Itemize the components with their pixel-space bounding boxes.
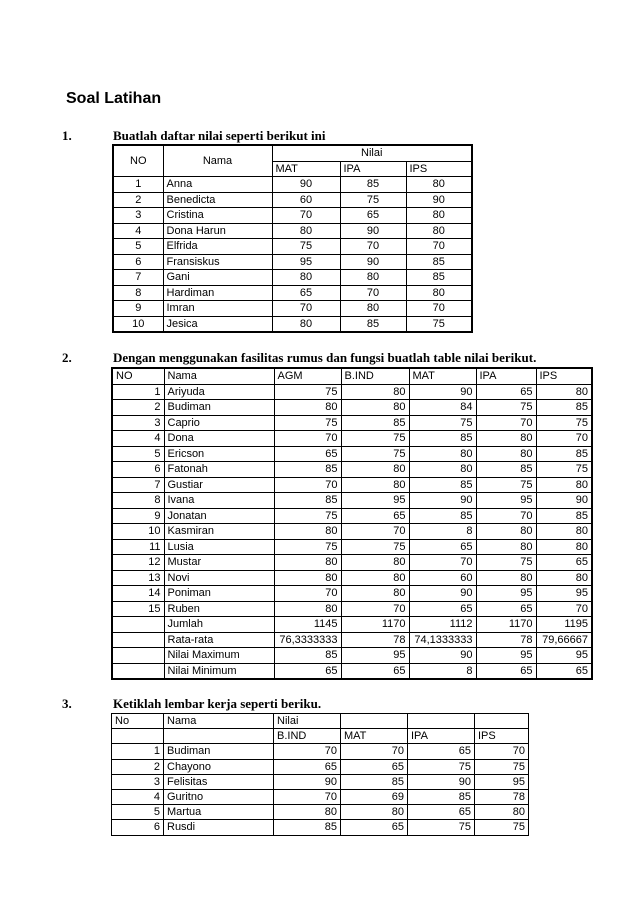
cell-ips: 70: [475, 744, 529, 759]
cell-ipa: 78: [476, 632, 536, 648]
summary-row: [112, 663, 592, 679]
table-row: [112, 789, 529, 804]
cell-nama: Ivana: [164, 493, 274, 509]
summary-label: Rata-rata: [164, 632, 274, 648]
cell-nama: Mustar: [164, 555, 274, 571]
cell-nama: Budiman: [164, 400, 274, 416]
cell-nama: Poniman: [164, 586, 274, 602]
cell-ipa: 65: [408, 744, 475, 759]
cell-agm: 65: [274, 663, 341, 679]
cell-no: 8: [113, 285, 163, 301]
cell-nama: Fransiskus: [163, 254, 272, 270]
cell-nama: Ericson: [164, 446, 274, 462]
cell-ips: 70: [406, 301, 472, 317]
cell-ips: 85: [406, 254, 472, 270]
cell-no: 5: [112, 446, 164, 462]
cell-ips: 79,66667: [536, 632, 592, 648]
table-row: [113, 239, 472, 255]
cell-mat: 65: [272, 285, 340, 301]
cell-mat: 90: [272, 177, 340, 193]
header-ipa: IPA: [340, 161, 406, 177]
table-row: [112, 446, 592, 462]
cell-nama: Anna: [163, 177, 272, 193]
cell-agm: 75: [274, 508, 341, 524]
cell-mat: 65: [341, 759, 408, 774]
cell-ips: 70: [536, 431, 592, 447]
cell-nama: Jonatan: [164, 508, 274, 524]
cell-no: 4: [112, 789, 164, 804]
cell-ipa: 75: [408, 820, 475, 835]
cell-mat: 60: [272, 192, 340, 208]
question-2-text: Dengan menggunakan fasilitas rumus dan fungsi buatlah table nilai berikut.: [113, 350, 537, 365]
cell-ipa: 90: [408, 774, 475, 789]
cell-mat: 74,1333333: [409, 632, 476, 648]
table-row: [113, 254, 472, 270]
cell-bind: 70: [274, 789, 341, 804]
cell-mat: 65: [341, 820, 408, 835]
cell-ips: 80: [406, 223, 472, 239]
cell-ips: 95: [536, 586, 592, 602]
cell-no: 10: [113, 316, 163, 332]
cell-ipa: 80: [340, 301, 406, 317]
cell-nama: Dona Harun: [163, 223, 272, 239]
cell-nama: Rusdi: [164, 820, 274, 835]
cell-agm: 85: [274, 493, 341, 509]
cell-bind: 70: [341, 524, 409, 540]
cell-bind: 95: [341, 648, 409, 664]
cell-bind: 1170: [341, 617, 409, 633]
cell-bind: 70: [274, 744, 341, 759]
cell-ipa: 85: [408, 789, 475, 804]
header-ips: IPS: [536, 368, 592, 384]
table-row: [112, 539, 592, 555]
cell-no: 6: [113, 254, 163, 270]
cell-ipa: 80: [476, 431, 536, 447]
table-row: [112, 774, 529, 789]
table-row: [112, 431, 592, 447]
cell-no: 7: [112, 477, 164, 493]
cell-bind: 80: [341, 477, 409, 493]
cell-mat: 70: [409, 555, 476, 571]
cell-ipa: 85: [476, 462, 536, 478]
cell-ipa: 65: [340, 208, 406, 224]
cell-ipa: 80: [476, 524, 536, 540]
cell-ips: 70: [536, 601, 592, 617]
cell-ipa: 65: [476, 663, 536, 679]
table-row: [113, 223, 472, 239]
cell-bind: 70: [341, 601, 409, 617]
cell-bind: 80: [341, 555, 409, 571]
cell-ips: 80: [406, 208, 472, 224]
cell-agm: 1145: [274, 617, 341, 633]
table-row: [112, 805, 529, 820]
cell-agm: 75: [274, 415, 341, 431]
cell-agm: 75: [274, 384, 341, 400]
cell-ips: 85: [536, 508, 592, 524]
cell-nama: Caprio: [164, 415, 274, 431]
table-row: [113, 208, 472, 224]
cell-ips: 80: [406, 177, 472, 193]
cell-ips: 80: [536, 570, 592, 586]
empty-cell: [408, 714, 475, 729]
summary-label: Jumlah: [164, 617, 274, 633]
cell-mat: 75: [409, 415, 476, 431]
cell-mat: 80: [272, 270, 340, 286]
cell-ips: 80: [475, 805, 529, 820]
summary-row: [112, 648, 592, 664]
cell-ips: 70: [406, 239, 472, 255]
table-row: [113, 177, 472, 193]
cell-no: 4: [112, 431, 164, 447]
cell-ips: 80: [406, 285, 472, 301]
cell-mat: 95: [272, 254, 340, 270]
cell-ipa: 85: [340, 177, 406, 193]
cell-ips: 95: [536, 648, 592, 664]
cell-ipa: 95: [476, 648, 536, 664]
cell-bind: 80: [341, 586, 409, 602]
cell-no: 12: [112, 555, 164, 571]
cell-no: 2: [112, 400, 164, 416]
grade-table-3: [111, 713, 529, 836]
table-row: [112, 570, 592, 586]
cell-nama: Hardiman: [163, 285, 272, 301]
cell-mat: 75: [272, 239, 340, 255]
cell-no: 9: [112, 508, 164, 524]
cell-nama: Chayono: [164, 759, 274, 774]
cell-ips: 65: [536, 555, 592, 571]
cell-ipa: 85: [340, 316, 406, 332]
cell-mat: 80: [341, 805, 408, 820]
cell-mat: 90: [409, 648, 476, 664]
empty-cell: [475, 714, 529, 729]
cell-bind: 80: [341, 570, 409, 586]
cell-no: 6: [112, 820, 164, 835]
cell-ipa: 75: [340, 192, 406, 208]
cell-ips: 85: [536, 446, 592, 462]
cell-nama: Ariyuda: [164, 384, 274, 400]
cell-ipa: 70: [340, 239, 406, 255]
cell-bind: 65: [274, 759, 341, 774]
empty-cell: [341, 714, 408, 729]
cell-mat: 65: [409, 601, 476, 617]
cell-nama: Gani: [163, 270, 272, 286]
cell-ips: 80: [536, 384, 592, 400]
cell-no: 15: [112, 601, 164, 617]
cell-agm: 85: [274, 462, 341, 478]
cell-mat: 8: [409, 663, 476, 679]
cell-no: 8: [112, 493, 164, 509]
cell-ipa: 70: [340, 285, 406, 301]
cell-nama: Budiman: [164, 744, 274, 759]
cell-no: 1: [112, 744, 164, 759]
summary-label: Nilai Maximum: [164, 648, 274, 664]
cell-ipa: 65: [476, 601, 536, 617]
cell-ipa: 75: [476, 555, 536, 571]
cell-ipa: 80: [476, 539, 536, 555]
cell-nama: Martua: [164, 805, 274, 820]
cell-nama: Lusia: [164, 539, 274, 555]
cell-ipa: 70: [476, 415, 536, 431]
cell-nama: Gustiar: [164, 477, 274, 493]
cell-agm: 70: [274, 431, 341, 447]
cell-bind: 85: [341, 415, 409, 431]
table-row: [112, 415, 592, 431]
cell-mat: 70: [272, 208, 340, 224]
cell-no: 1: [112, 384, 164, 400]
cell-mat: 69: [341, 789, 408, 804]
table-row: [112, 400, 592, 416]
cell-nama: Felisitas: [164, 774, 274, 789]
cell-ipa: 95: [476, 493, 536, 509]
header-no: NO: [112, 368, 164, 384]
page-title: Soal Latihan: [66, 90, 162, 107]
header-mat: MAT: [341, 729, 408, 744]
cell-agm: 80: [274, 601, 341, 617]
question-2-number: 2.: [62, 350, 72, 365]
cell-bind: 65: [341, 508, 409, 524]
empty-cell: [112, 663, 164, 679]
empty-cell: [164, 729, 274, 744]
cell-agm: 80: [274, 555, 341, 571]
cell-no: 5: [113, 239, 163, 255]
cell-bind: 78: [341, 632, 409, 648]
cell-nama: Kasmiran: [164, 524, 274, 540]
grade-table-2: [111, 367, 593, 680]
cell-mat: 90: [409, 493, 476, 509]
cell-ipa: 75: [476, 477, 536, 493]
cell-ipa: 75: [408, 759, 475, 774]
table-row: [112, 524, 592, 540]
cell-nama: Imran: [163, 301, 272, 317]
header-nilai: Nilai: [272, 145, 472, 161]
cell-agm: 65: [274, 446, 341, 462]
header-no: No: [112, 714, 164, 729]
grade-table-1: [112, 144, 473, 333]
cell-ipa: 65: [408, 805, 475, 820]
cell-ipa: 80: [340, 270, 406, 286]
header-nama: Nama: [163, 145, 272, 177]
cell-no: 4: [113, 223, 163, 239]
empty-cell: [112, 617, 164, 633]
cell-bind: 75: [341, 446, 409, 462]
cell-ips: 75: [536, 462, 592, 478]
cell-no: 9: [113, 301, 163, 317]
header-ips: IPS: [475, 729, 529, 744]
header-bind: B.IND: [341, 368, 409, 384]
cell-ipa: 1170: [476, 617, 536, 633]
cell-no: 7: [113, 270, 163, 286]
cell-agm: 70: [274, 477, 341, 493]
header-mat: MAT: [272, 161, 340, 177]
cell-ips: 1195: [536, 617, 592, 633]
question-3-number: 3.: [62, 696, 72, 711]
table-row: [112, 462, 592, 478]
cell-no: 2: [113, 192, 163, 208]
cell-mat: 80: [272, 223, 340, 239]
cell-no: 3: [113, 208, 163, 224]
table-row: [112, 820, 529, 835]
header-bind: B.IND: [274, 729, 341, 744]
cell-bind: 80: [274, 805, 341, 820]
cell-no: 10: [112, 524, 164, 540]
header-nilai: Nilai: [274, 714, 341, 729]
table-row: [112, 384, 592, 400]
cell-ips: 78: [475, 789, 529, 804]
table-row: [112, 759, 529, 774]
cell-ips: 75: [475, 759, 529, 774]
cell-nama: Benedicta: [163, 192, 272, 208]
cell-agm: 80: [274, 524, 341, 540]
cell-mat: 90: [409, 586, 476, 602]
cell-no: 13: [112, 570, 164, 586]
header-nama: Nama: [164, 714, 274, 729]
cell-mat: 1112: [409, 617, 476, 633]
table-row: [112, 744, 529, 759]
cell-bind: 80: [341, 400, 409, 416]
cell-nama: Fatonah: [164, 462, 274, 478]
cell-mat: 85: [409, 431, 476, 447]
cell-ips: 75: [406, 316, 472, 332]
cell-mat: 70: [341, 744, 408, 759]
cell-no: 2: [112, 759, 164, 774]
cell-bind: 75: [341, 539, 409, 555]
cell-nama: Guritno: [164, 789, 274, 804]
header-ips: IPS: [406, 161, 472, 177]
cell-bind: 95: [341, 493, 409, 509]
cell-nama: Elfrida: [163, 239, 272, 255]
cell-mat: 65: [409, 539, 476, 555]
cell-bind: 85: [274, 820, 341, 835]
table-row: [113, 192, 472, 208]
question-1-number: 1.: [62, 128, 72, 143]
cell-no: 11: [112, 539, 164, 555]
cell-agm: 80: [274, 570, 341, 586]
table-row: [113, 285, 472, 301]
header-ipa: IPA: [408, 729, 475, 744]
table-row: [112, 493, 592, 509]
cell-nama: Novi: [164, 570, 274, 586]
cell-mat: 80: [409, 462, 476, 478]
cell-ipa: 65: [476, 384, 536, 400]
cell-ips: 75: [475, 820, 529, 835]
cell-ipa: 70: [476, 508, 536, 524]
table-row: [112, 601, 592, 617]
cell-mat: 60: [409, 570, 476, 586]
cell-ips: 80: [536, 477, 592, 493]
question-3-text: Ketiklah lembar kerja seperti beriku.: [113, 696, 322, 711]
cell-mat: 90: [409, 384, 476, 400]
header-ipa: IPA: [476, 368, 536, 384]
table-row: [113, 316, 472, 332]
table-row: [113, 270, 472, 286]
cell-ips: 90: [536, 493, 592, 509]
table-row: [113, 301, 472, 317]
cell-no: 14: [112, 586, 164, 602]
cell-agm: 76,3333333: [274, 632, 341, 648]
cell-ips: 80: [536, 524, 592, 540]
header-no: NO: [113, 145, 163, 177]
empty-cell: [112, 632, 164, 648]
cell-bind: 80: [341, 384, 409, 400]
cell-no: 3: [112, 774, 164, 789]
cell-no: 3: [112, 415, 164, 431]
cell-mat: 85: [341, 774, 408, 789]
cell-agm: 80: [274, 400, 341, 416]
cell-ipa: 95: [476, 586, 536, 602]
cell-nama: Dona: [164, 431, 274, 447]
cell-ips: 65: [536, 663, 592, 679]
table-row: [112, 586, 592, 602]
cell-ips: 85: [536, 400, 592, 416]
cell-nama: Cristina: [163, 208, 272, 224]
cell-ipa: 80: [476, 446, 536, 462]
question-1-text: Buatlah daftar nilai seperti berikut ini: [113, 128, 326, 143]
empty-cell: [112, 729, 164, 744]
table-row: [112, 555, 592, 571]
cell-no: 6: [112, 462, 164, 478]
cell-nama: Jesica: [163, 316, 272, 332]
cell-agm: 85: [274, 648, 341, 664]
cell-bind: 75: [341, 431, 409, 447]
cell-agm: 75: [274, 539, 341, 555]
cell-mat: 80: [409, 446, 476, 462]
table-row: [112, 508, 592, 524]
cell-ips: 90: [406, 192, 472, 208]
cell-bind: 80: [341, 462, 409, 478]
empty-cell: [112, 648, 164, 664]
cell-mat: 84: [409, 400, 476, 416]
cell-ipa: 80: [476, 570, 536, 586]
cell-ips: 95: [475, 774, 529, 789]
header-agm: AGM: [274, 368, 341, 384]
cell-ipa: 90: [340, 223, 406, 239]
cell-mat: 8: [409, 524, 476, 540]
header-nama: Nama: [164, 368, 274, 384]
summary-row: [112, 617, 592, 633]
cell-mat: 80: [272, 316, 340, 332]
cell-ipa: 90: [340, 254, 406, 270]
cell-mat: 85: [409, 508, 476, 524]
header-mat: MAT: [409, 368, 476, 384]
cell-bind: 90: [274, 774, 341, 789]
summary-label: Nilai Minimum: [164, 663, 274, 679]
cell-ips: 75: [536, 415, 592, 431]
cell-ips: 85: [406, 270, 472, 286]
cell-nama: Ruben: [164, 601, 274, 617]
summary-row: [112, 632, 592, 648]
cell-no: 5: [112, 805, 164, 820]
cell-no: 1: [113, 177, 163, 193]
cell-bind: 65: [341, 663, 409, 679]
cell-ips: 80: [536, 539, 592, 555]
cell-agm: 70: [274, 586, 341, 602]
table-row: [112, 477, 592, 493]
cell-mat: 85: [409, 477, 476, 493]
cell-mat: 70: [272, 301, 340, 317]
cell-ipa: 75: [476, 400, 536, 416]
